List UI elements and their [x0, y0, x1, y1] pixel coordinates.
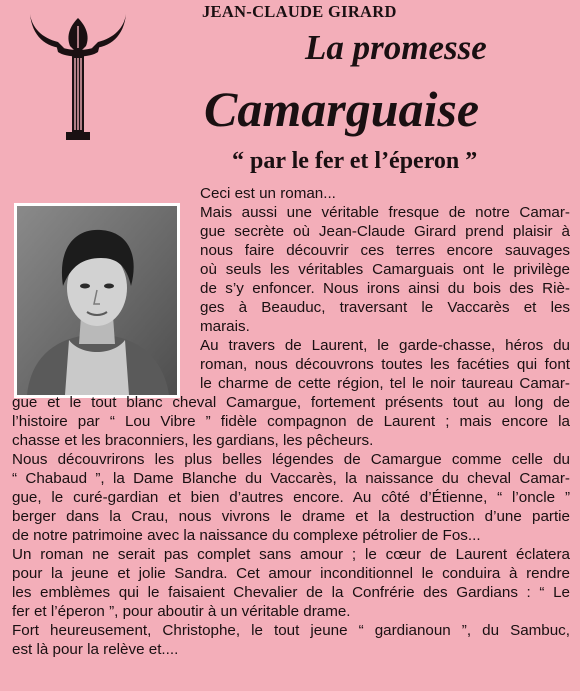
body-text-line: roman, nous découvrons toutes les facéties qui font: [200, 356, 570, 373]
body-text-line: gue, le curé-gardian et bien d’autres encore. Au côté d’Étienne, “ l’oncle ”: [12, 489, 570, 506]
body-text-line: marais.: [200, 318, 250, 335]
body-text-line: ges à Beauduc, traversant le Vaccarès et les: [200, 299, 570, 316]
body-text-line: fer et l’éperon ”, pour aboutir à un véritable drame.: [12, 603, 351, 620]
body-text-line: le charme de cette région, tel le noir taureau Camar-: [200, 375, 570, 392]
body-text-line: de s’y enfoncer. Nous irons ainsi du bois des Riè-: [200, 280, 570, 297]
author-name: JEAN-CLAUDE GIRARD: [202, 2, 397, 21]
author-photo: [14, 203, 180, 398]
body-text-line: Au travers de Laurent, le garde-chasse, héros du: [200, 337, 570, 354]
body-text-line: chasse et les braconniers, les gardians, les pêcheurs.: [12, 432, 374, 449]
body-text-line: les emblèmes qui le faisaient Chevalier de la Confrérie des Gardians : “ Le: [12, 584, 570, 601]
body-text-line: gue et le tout blanc cheval Camargue, fortement présents tout au long de: [12, 394, 570, 411]
body-text-line: Ceci est un roman...: [200, 185, 336, 202]
body-text-line: Mais aussi une véritable fresque de notre Camar-: [200, 204, 570, 221]
gardian-cross-logo: [28, 8, 128, 142]
body-text-line: Fort heureusement, Christophe, le tout jeune “ gardianoun ”, du Sambuc,: [12, 622, 570, 639]
body-text-line: de notre patrimoine avec la naissance du complexe pétrolier de Fos...: [12, 527, 481, 544]
body-text-line: l’histoire par “ Lou Vibre ” fidèle compagnon de Laurent ; mais encore la: [12, 413, 570, 430]
title-line-2: Camarguaise: [204, 81, 480, 137]
body-text-line: nous faire découvrir ces terres encore sauvages: [200, 242, 570, 259]
body-text-line: pour la jeune et jolie Sandra. Cet amour inconditionnel le conduira à rendre: [12, 565, 570, 582]
body-text-line: Nous découvrirons les plus belles légendes de Camargue comme celle du: [12, 451, 570, 468]
body-text-line: où seuls les véritables Camarguais ont le privilège: [200, 261, 570, 278]
body-text-line: berger dans la Crau, nous vivrons le drame et la destruction d’une partie: [12, 508, 570, 525]
body-text-line: “ Chabaud ”, la Dame Blanche du Vaccarès, la naissance du cheval Camar-: [12, 470, 570, 487]
body-text-line: gue secrète où Jean-Claude Girard prend plaisir à: [200, 223, 570, 240]
body-text-line: Un roman ne serait pas complet sans amour ; le cœur de Laurent éclatera: [12, 546, 570, 563]
title-line-1: La promesse: [305, 28, 487, 67]
subtitle: “ par le fer et l’éperon ”: [232, 148, 478, 174]
body-text-line: est là pour la relève et....: [12, 641, 179, 658]
